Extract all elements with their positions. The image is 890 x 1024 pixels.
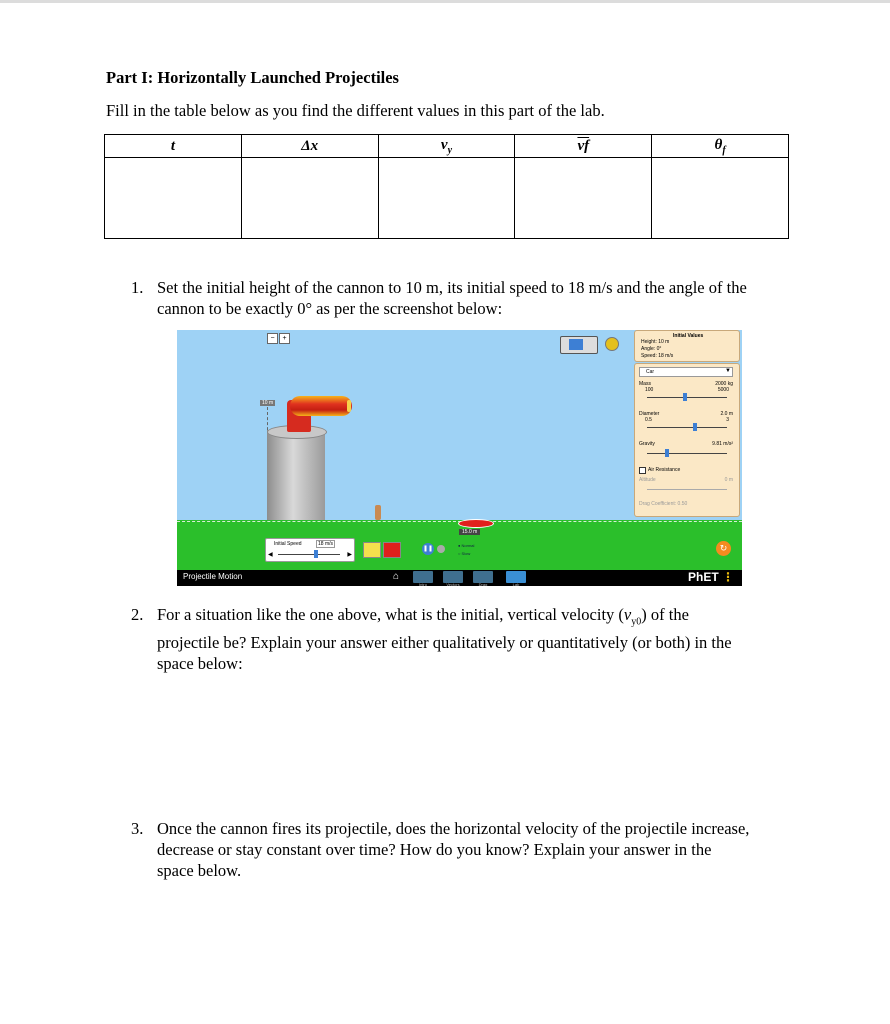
diameter-label: Diameter — [639, 411, 660, 417]
question-line: projectile be? Explain your answer either qualitatively or quantitatively (or both) in the — [157, 633, 732, 653]
altitude-value: 0 m — [724, 477, 733, 483]
initial-speed-thumb[interactable] — [314, 550, 318, 558]
diameter-slider[interactable] — [647, 427, 727, 428]
part-title: Part I: Horizontally Launched Projectiles — [106, 68, 399, 87]
header-theta-f: $\theta_f$ — [652, 135, 789, 158]
diameter-slider-thumb[interactable] — [693, 423, 697, 431]
diameter-value: 2.0 m — [720, 411, 733, 417]
header-vy: $v_y$ — [378, 135, 515, 158]
header-delta-x: Δx — [241, 135, 378, 158]
zoom-in-icon[interactable]: + — [279, 333, 290, 344]
fire-button[interactable] — [383, 542, 401, 558]
question-number: 2. — [131, 605, 144, 624]
gravity-value: 9.81 m/s² — [712, 441, 733, 447]
speed-slow-option[interactable]: ○ Slow — [458, 551, 471, 556]
height-readout: Height: 10 m — [641, 339, 670, 345]
eraser-icon[interactable] — [363, 542, 381, 558]
stopwatch-tool-icon[interactable] — [560, 336, 598, 354]
height-marker[interactable]: 10 m — [262, 400, 274, 406]
cell-theta-f[interactable] — [652, 158, 789, 239]
cell-delta-x[interactable] — [241, 158, 378, 239]
drag-coefficient-label: Drag Coefficient: 0.50 — [639, 501, 688, 507]
object-select[interactable]: Car ▼ — [639, 367, 733, 377]
panel-title: Initial Values — [673, 333, 704, 339]
target[interactable] — [458, 519, 494, 528]
question-line: Set the initial height of the cannon to 10 m, its initial speed to 18 m/s and the angle of the — [157, 278, 747, 297]
target-distance-label: 15.0 m — [459, 529, 480, 535]
header-t: t — [105, 135, 242, 158]
sim-title: Projectile Motion — [183, 572, 243, 581]
increase-arrow-icon[interactable]: ▶ — [347, 552, 352, 558]
decrease-arrow-icon[interactable]: ◀ — [268, 552, 273, 558]
phet-logo[interactable]: PhET ⋮ — [687, 570, 734, 584]
air-resistance-label: Air Resistance — [648, 467, 681, 473]
data-table — [104, 134, 789, 239]
mass-max: 5000 — [717, 387, 729, 393]
table-instruction: Fill in the table below as you find the different values in this part of the lab. — [106, 101, 605, 120]
question-line: space below. — [157, 861, 242, 880]
measuring-tape-icon[interactable] — [605, 337, 619, 351]
person-figure — [375, 505, 381, 520]
object-settings-panel — [634, 363, 740, 517]
altitude-label: Altitude — [639, 477, 656, 483]
mass-slider-thumb[interactable] — [683, 393, 687, 401]
gravity-label: Gravity — [639, 441, 655, 447]
chevron-down-icon: ▼ — [725, 368, 731, 374]
speed-readout: Speed: 18 m/s — [641, 353, 674, 359]
speed-normal-option[interactable]: ● Normal — [458, 543, 475, 548]
gravity-slider[interactable] — [647, 453, 727, 454]
header-vf: $\overline{vf}$ — [515, 135, 652, 158]
gravity-slider-thumb[interactable] — [665, 449, 669, 457]
home-icon[interactable]: ⌂ — [393, 571, 400, 582]
table-header-row — [105, 135, 789, 158]
mass-value: 2000 kg — [715, 381, 733, 387]
mass-min: 100 — [645, 387, 654, 393]
page-top-border — [0, 0, 890, 3]
question-line: decrease or stay constant over time? How do you know? Explain your answer in the — [157, 840, 712, 859]
zoom-out-icon[interactable]: − — [267, 333, 278, 344]
question-number: 1. — [131, 278, 144, 297]
angle-readout: Angle: 0° — [641, 346, 662, 352]
projectile-motion-screenshot — [177, 330, 742, 586]
cannon[interactable] — [290, 396, 352, 416]
step-icon[interactable] — [437, 545, 445, 553]
reset-icon[interactable]: ↻ — [716, 541, 731, 556]
question-line: Once the cannon fires its projectile, does the horizontal velocity of the projectile increase, — [157, 819, 750, 838]
cell-vf[interactable] — [515, 158, 652, 239]
question-line: For a situation like the one above, what is the initial, vertical velocity $(v_{y0})$ of the — [157, 605, 689, 628]
air-resistance-checkbox[interactable] — [639, 467, 646, 474]
pause-icon[interactable]: ❚❚ — [422, 543, 434, 555]
table-row — [105, 158, 789, 239]
initial-speed-value: 18 m/s — [318, 541, 334, 547]
altitude-slider[interactable] — [647, 489, 727, 490]
question-line: cannon to be exactly 0° as per the screenshot below: — [157, 299, 503, 318]
cannon-muzzle — [347, 400, 351, 412]
initial-values-panel — [634, 330, 740, 362]
cell-t[interactable] — [105, 158, 242, 239]
cannon-tower[interactable] — [267, 430, 325, 523]
mass-label: Mass — [639, 381, 651, 387]
diameter-min: 0.5 — [645, 417, 652, 423]
navigation-bar: Projectile Motion ⌂ Intro Vectors Drag Lab PhET ⋮ — [177, 570, 742, 586]
initial-speed-control: Initial Speed 18 m/s ◀ ▶ — [265, 538, 355, 562]
question-number: 3. — [131, 819, 144, 838]
question-line: space below: — [157, 654, 243, 674]
cell-vy[interactable] — [378, 158, 515, 239]
initial-speed-slider[interactable] — [278, 554, 340, 555]
diameter-max: 3 — [726, 417, 729, 423]
mass-slider[interactable] — [647, 397, 727, 398]
